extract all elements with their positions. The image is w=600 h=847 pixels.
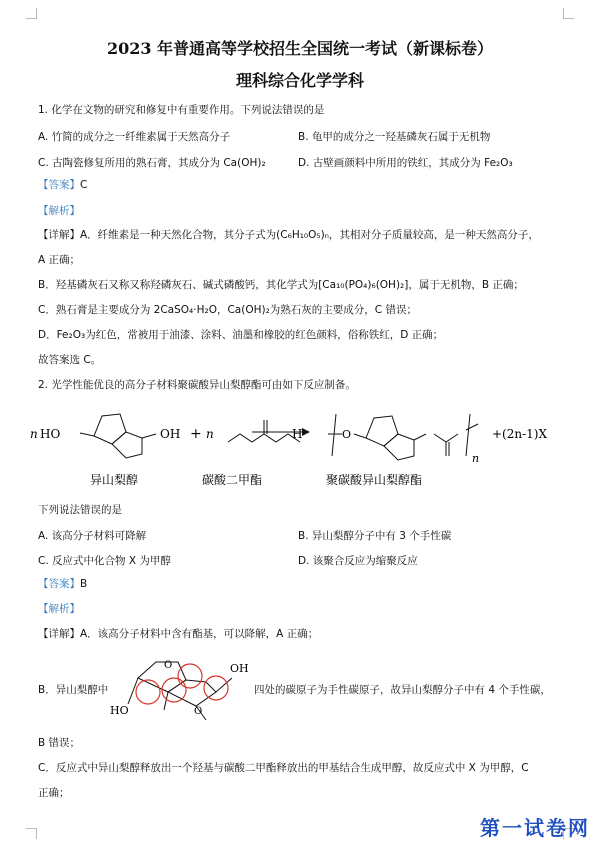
- answer-tag: 【答案】: [38, 179, 80, 191]
- chiral-label-o2: O: [194, 706, 203, 717]
- q2-option-b: B. 异山梨醇分子中有 3 个手性碳: [298, 530, 452, 542]
- q1-answer-line: [38, 178, 87, 192]
- label-o: O: [342, 428, 352, 441]
- q2-detail-c-2: 正确；: [38, 787, 70, 799]
- subscript-n: n: [472, 452, 480, 465]
- label-oh: OH: [160, 427, 181, 441]
- exam-title: 2023 年普通高等学校招生全国统一考试（新课标卷）: [106, 39, 494, 58]
- name-polycarbonate: 聚碳酸异山梨醇酯: [326, 473, 423, 487]
- q1-detail-1: 【详解】A．纤维素是一种天然化合物，其分子式为(C₆H₁₀O₅)ₙ，其相对分子质量较高，是一种天然高分子，: [38, 229, 539, 241]
- crop-mark-top-right: [563, 8, 574, 19]
- watermark-logo: 第一试卷网: [480, 816, 590, 840]
- label-ho: HO: [40, 427, 61, 441]
- answer-tag-2: 【答案】: [38, 578, 80, 590]
- q1-stem: 1. 化学在文物的研究和修复中有重要作用。下列说法错误的是: [38, 104, 325, 116]
- q2-answer-line: [38, 577, 87, 591]
- chiral-circle-4: [204, 676, 228, 700]
- name-isosorbide: 异山梨醇: [90, 473, 139, 487]
- plus-sign: +: [190, 426, 202, 442]
- chiral-label-ho: HO: [110, 704, 129, 717]
- q2-answer: B: [80, 578, 88, 590]
- q2-detail-b-post: 四处的碳原子为手性碳原子，故异山梨醇分子中有 4 个手性碳，: [254, 684, 551, 696]
- byproduct: +(2n-1)X: [492, 427, 548, 441]
- q1-option-a: A. 竹简的成分之一纤维素属于天然高分子: [38, 131, 231, 143]
- chiral-label-o1: O: [164, 660, 173, 671]
- reaction-arrow: [252, 426, 312, 438]
- crop-mark-top-left: [26, 8, 37, 19]
- q1-option-b: B. 龟甲的成分之一羟基磷灰石属于无机物: [298, 131, 491, 143]
- chiral-circle-3: [178, 664, 202, 688]
- q2-analysis-tag: 【解析】: [38, 603, 80, 615]
- q1-detail-2: A 正确；: [38, 254, 81, 266]
- q1-detail-3: B．羟基磷灰石又称又称羟磷灰石、碱式磷酸钙，其化学式为[Ca₁₀(PO₄)₆(OH)₂]，属于无机物，B 正确；: [38, 279, 524, 291]
- q2-detail-b-pre: B．异山梨醇中: [38, 684, 109, 696]
- chiral-circle-2: [162, 678, 186, 702]
- crop-mark-bottom-left: [26, 828, 37, 839]
- q2-ask: 下列说法错误的是: [38, 504, 122, 516]
- q2-detail-b-wrong: B 错误；: [38, 737, 81, 749]
- q1-option-c: C. 古陶瓷修复所用的熟石膏，其成分为 Ca(OH)₂: [38, 157, 266, 169]
- q1-option-d: D. 古壁画颜料中所用的铁红，其成分为 Fe₂O₃: [298, 157, 513, 169]
- coefficient-n: n: [30, 427, 38, 441]
- exam-subtitle: 理科综合化学学科: [235, 71, 364, 90]
- q2-option-d: D. 该聚合反应为缩聚反应: [298, 555, 418, 567]
- coefficient-n-2: n: [206, 427, 214, 441]
- chiral-circle-1: [136, 680, 160, 704]
- chiral-label-oh: OH: [230, 662, 249, 675]
- label-h: H: [292, 427, 303, 441]
- q2-option-a: A. 该高分子材料可降解: [38, 530, 147, 542]
- q2-detail-1: 【详解】A．该高分子材料中含有酯基，可以降解，A 正确；: [38, 628, 319, 640]
- q2-detail-c-1: C．反应式中异山梨醇释放出一个羟基与碳酸二甲酯释放出的甲基结合生成甲醇，故反应式中 X 为甲醇，C: [38, 762, 529, 774]
- q2-option-c: C. 反应式中化合物 X 为甲醇: [38, 555, 171, 567]
- chiral-centers-figure: [108, 648, 256, 728]
- reaction-scheme: [30, 396, 570, 492]
- q1-detail-5: D．Fe₂O₃为红色，常被用于油漆、涂料、油墨和橡胶的红色颜料，俗称铁红，D 正确；: [38, 329, 444, 341]
- q1-answer: C: [80, 179, 88, 191]
- q1-conclusion: 故答案选 C。: [38, 354, 102, 366]
- name-dimethyl-carbonate: 碳酸二甲酯: [202, 473, 263, 487]
- q2-stem: 2. 光学性能优良的高分子材料聚碳酸异山梨醇酯可由如下反应制备。: [38, 379, 356, 391]
- q1-detail-4: C．熟石膏是主要成分为 2CaSO₄·H₂O，Ca(OH)₂为熟石灰的主要成分，C 错误；: [38, 304, 417, 316]
- q1-analysis-tag: 【解析】: [38, 205, 80, 217]
